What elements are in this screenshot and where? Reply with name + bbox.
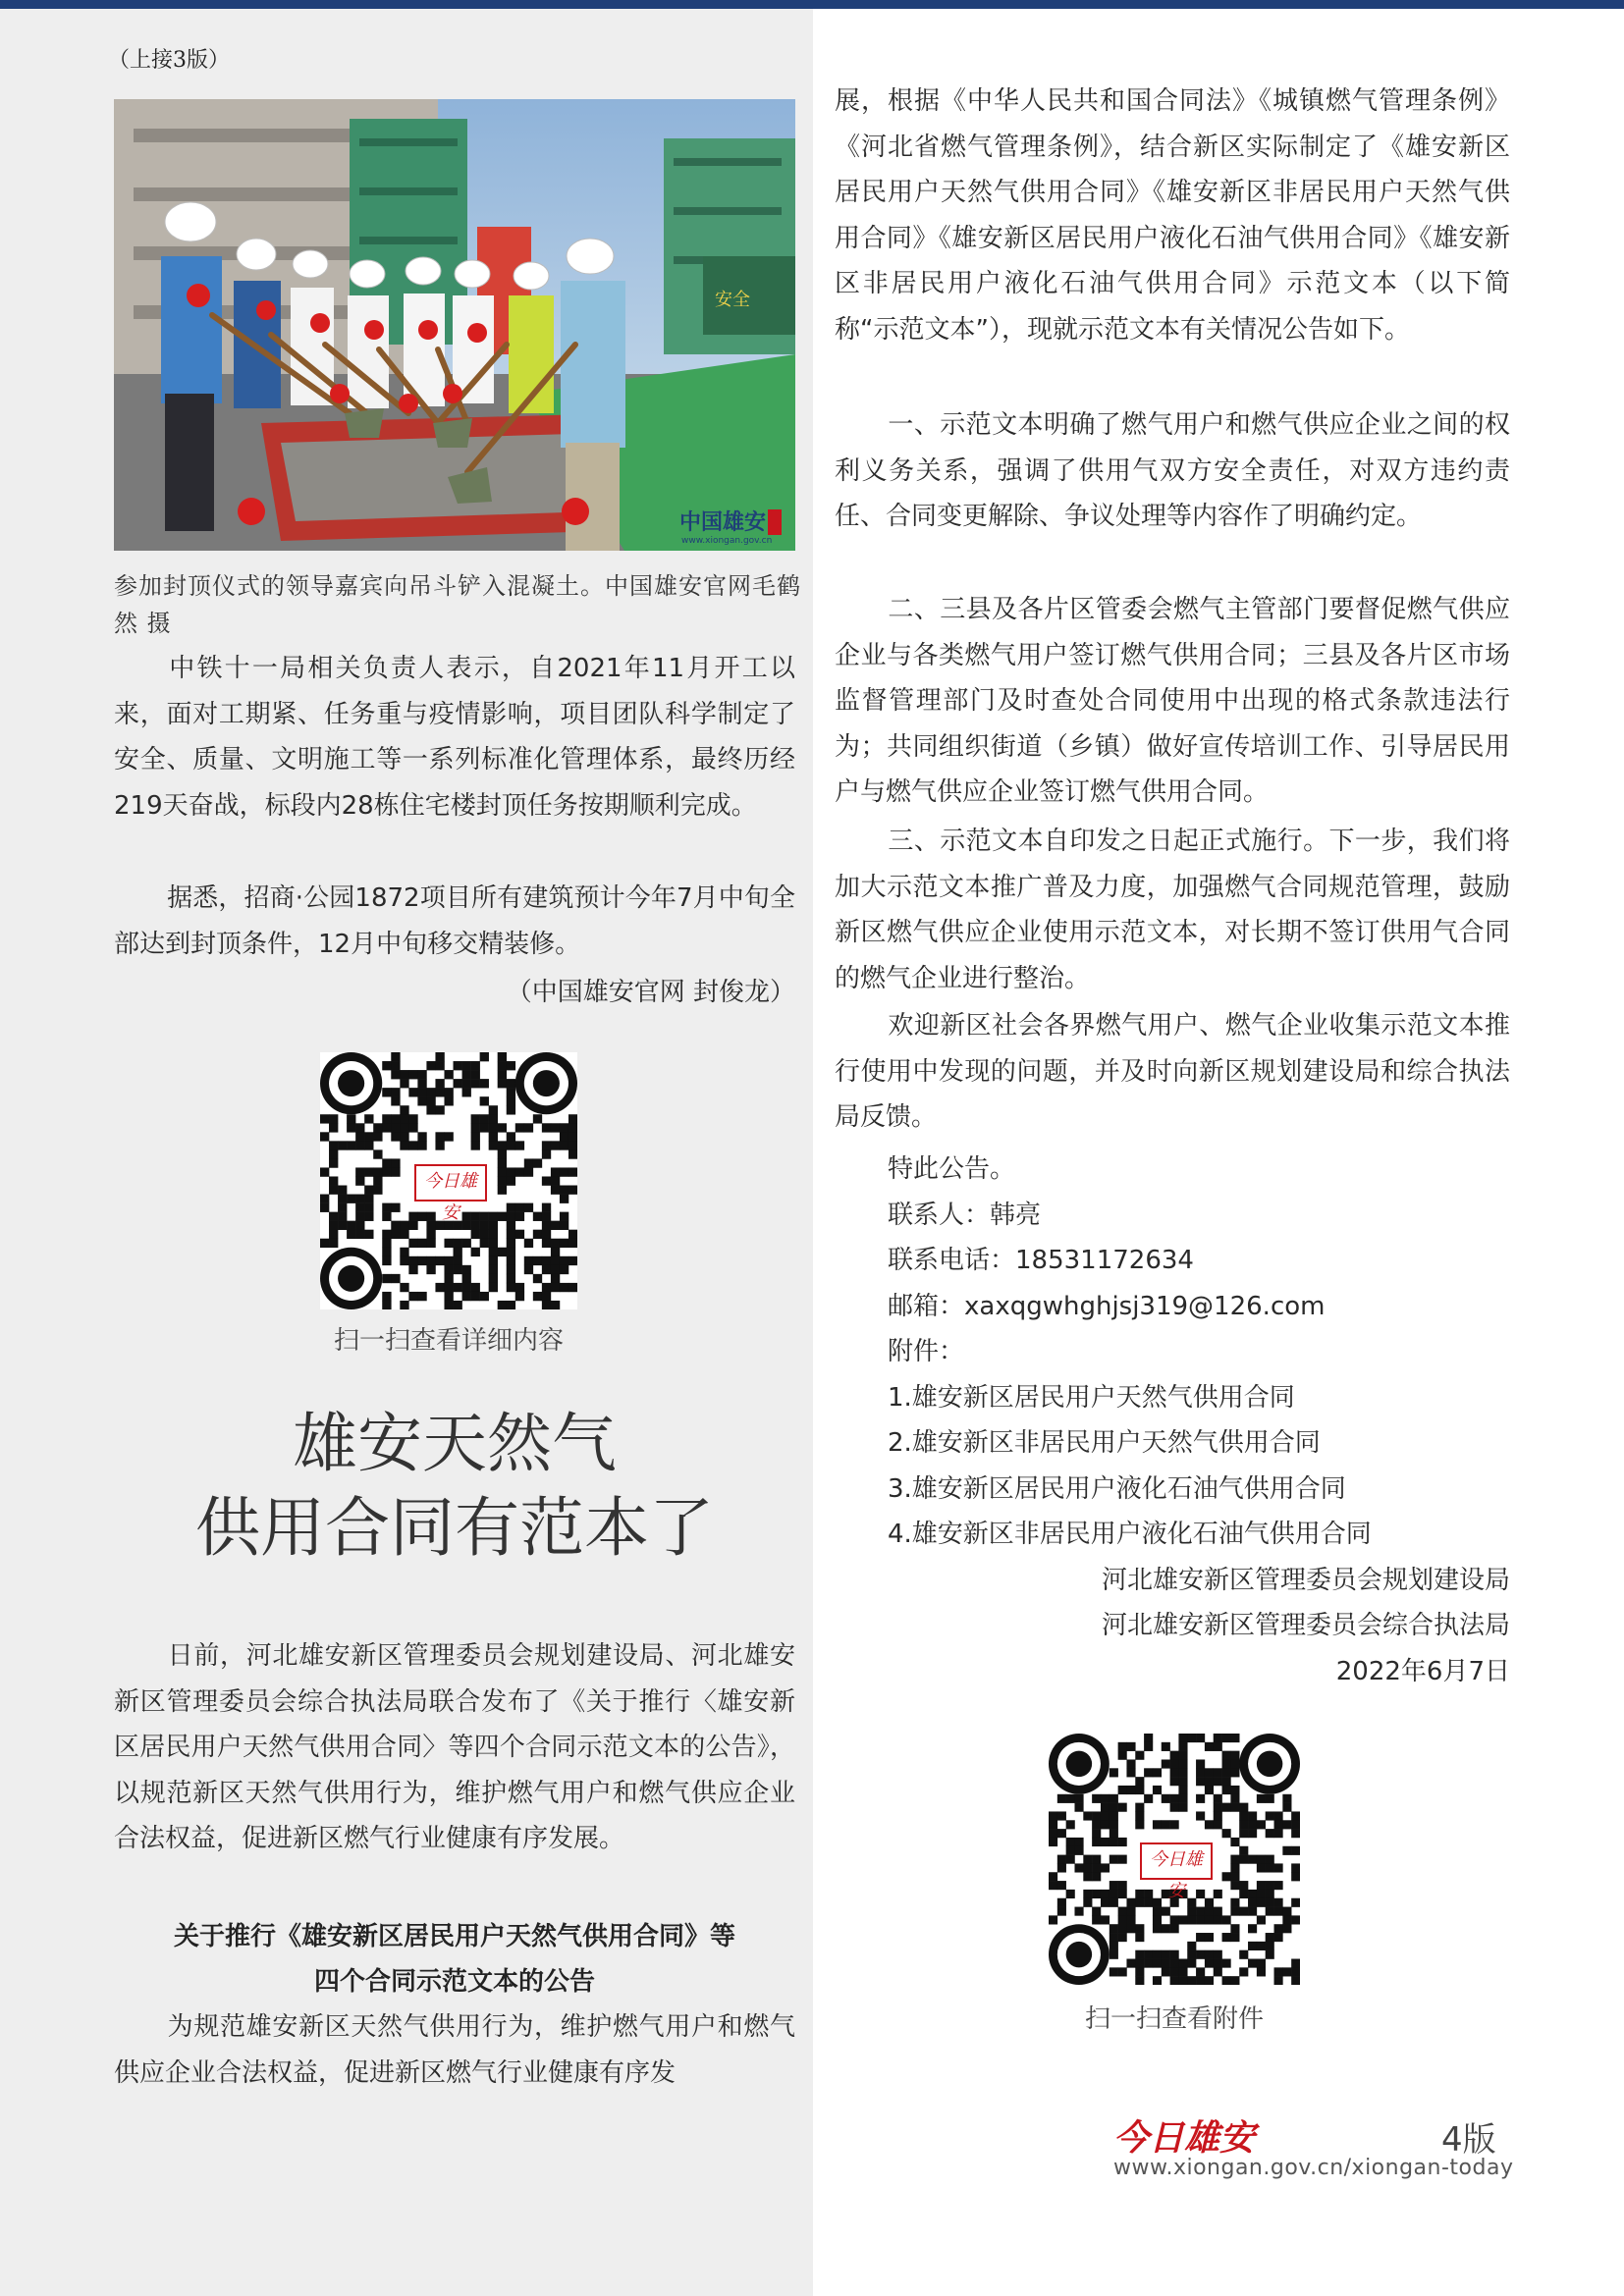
photo-caption: 参加封顶仪式的领导嘉宾向吊斗铲入混凝土。中国雄安官网毛鹤然 摄 xyxy=(114,572,801,637)
notice-title xyxy=(114,1914,795,2004)
continuation-note: （上接3版） xyxy=(108,48,230,73)
attachment-4: 4.雄安新区非居民用户液化石油气供用合同 xyxy=(888,1520,1372,1549)
article-intro: 日前，河北雄安新区管理委员会规划建设局、河北雄安新区管理委员会综合执法局联合发布了《关于推行〈雄安新区居民用户天然气供用合同〉等四个合同示范文本的公告》，以规范新区天然气供用行为，维护燃气用户和燃气供应企业合法权益，促进新区燃气行业健康有序发展。 xyxy=(114,1641,795,1853)
ceremony-photo xyxy=(114,99,795,551)
right-paragraph-5: 欢迎新区社会各界燃气用户、燃气企业收集示范文本推行使用中发现的问题，并及时向新区规划建设局和综合执法局反馈。 xyxy=(835,1011,1510,1132)
notice-start: 为规范雄安新区天然气供用行为，维护燃气用户和燃气供应企业合法权益，促进新区燃气行业健康有序发 xyxy=(114,2012,795,2088)
notice-closing: 特此公告。 xyxy=(888,1154,1016,1184)
signature-enforcement-bureau: 河北雄安新区管理委员会综合执法局 xyxy=(1101,1611,1510,1640)
footer-url[interactable]: www.xiongan.gov.cn/xiongan-today xyxy=(1113,2156,1514,2180)
left-paragraph-2: 据悉，招商·公园1872项目所有建筑预计今年7月中旬全部达到封顶条件，12月中旬移交精装修。 xyxy=(114,883,795,959)
attachment-3: 3.雄安新区居民用户液化石油气供用合同 xyxy=(888,1474,1346,1504)
photo-watermark: 中国雄安 xyxy=(679,509,767,535)
right-paragraph-4: 三、示范文本自印发之日起正式施行。下一步，我们将加大示范文本推广普及力度，加强燃气合同规范管理，鼓励新区燃气供应企业使用示范文本，对长期不签订供用气合同的燃气企业进行整治。 xyxy=(835,827,1510,993)
right-paragraph-1: 展，根据《中华人民共和国合同法》《城镇燃气管理条例》《河北省燃气管理条例》，结合新区实际制定了《雄安新区居民用户天然气供用合同》《雄安新区非居民用户天然气供用合同》《雄安新区居民用户液化石油气供用合同》《雄安新区非居民用户液化石油气供用合同》示范文本（以下简称“示范文本”），现就示范文本有关情况公告如下。 xyxy=(835,86,1510,345)
svg-text:安全: 安全 xyxy=(715,290,750,310)
photo-watermark-url: www.xiongan.gov.cn xyxy=(681,536,773,546)
qr-caption-details: 扫一扫查看详细内容 xyxy=(333,1326,564,1356)
notice-title-line-2: 四个合同示范文本的公告 xyxy=(313,1967,595,1997)
qr-code-attachments[interactable] xyxy=(1049,1734,1300,1985)
qr-center-label: 今日雄安 xyxy=(414,1164,487,1201)
byline: （中国雄安官网 封俊龙） xyxy=(506,978,795,1007)
headline-line-2: 供用合同有范本了 xyxy=(195,1490,714,1566)
attachment-1: 1.雄安新区居民用户天然气供用合同 xyxy=(888,1383,1295,1413)
left-paragraph-1: 中铁十一局相关负责人表示，自2021年11月开工以来，面对工期紧、任务重与疫情影响，项目团队科学制定了安全、质量、文明施工等一系列标准化管理体系，最终历经219天奋战，标段内28栋住宅楼封顶任务按期顺利完成。 xyxy=(114,654,795,821)
footer-brand-logo: 今日雄安 xyxy=(1113,2117,1256,2159)
signature-date: 2022年6月7日 xyxy=(1335,1657,1510,1686)
qr-center-label: 今日雄安 xyxy=(1140,1842,1213,1880)
contact-phone: 联系电话：18531172634 xyxy=(888,1246,1194,1275)
attachment-2: 2.雄安新区非居民用户天然气供用合同 xyxy=(888,1428,1321,1458)
page-number: 4版 xyxy=(1441,2120,1496,2160)
notice-title-line-1: 关于推行《雄安新区居民用户天然气供用合同》等 xyxy=(173,1922,735,1951)
right-paragraph-3: 二、三县及各片区管委会燃气主管部门要督促燃气供应企业与各类燃气用户签订燃气供用合同；三县及各片区市场监督管理部门及时查处合同使用中出现的格式条款违法行为；共同组织街道（乡镇）做好宣传培训工作、引导居民用户与燃气供应企业签订燃气供用合同。 xyxy=(835,595,1510,807)
top-bar xyxy=(0,0,1624,9)
qr-code-details[interactable] xyxy=(320,1052,577,1309)
contact-person: 联系人：韩亮 xyxy=(888,1201,1042,1230)
attachments-label: 附件： xyxy=(888,1337,965,1366)
headline-line-1: 雄安天然气 xyxy=(293,1406,617,1481)
right-paragraph-2: 一、示范文本明确了燃气用户和燃气供应企业之间的权利义务关系，强调了供用气双方安全责任，对双方违约责任、合同变更解除、争议处理等内容作了明确约定。 xyxy=(835,410,1510,531)
signature-planning-bureau: 河北雄安新区管理委员会规划建设局 xyxy=(1101,1566,1510,1595)
qr-caption-attachments: 扫一扫查看附件 xyxy=(1084,2004,1264,2034)
article-headline xyxy=(114,1402,795,1571)
contact-email[interactable]: 邮箱：xaxqgwhghjsj319@126.com xyxy=(888,1292,1326,1321)
